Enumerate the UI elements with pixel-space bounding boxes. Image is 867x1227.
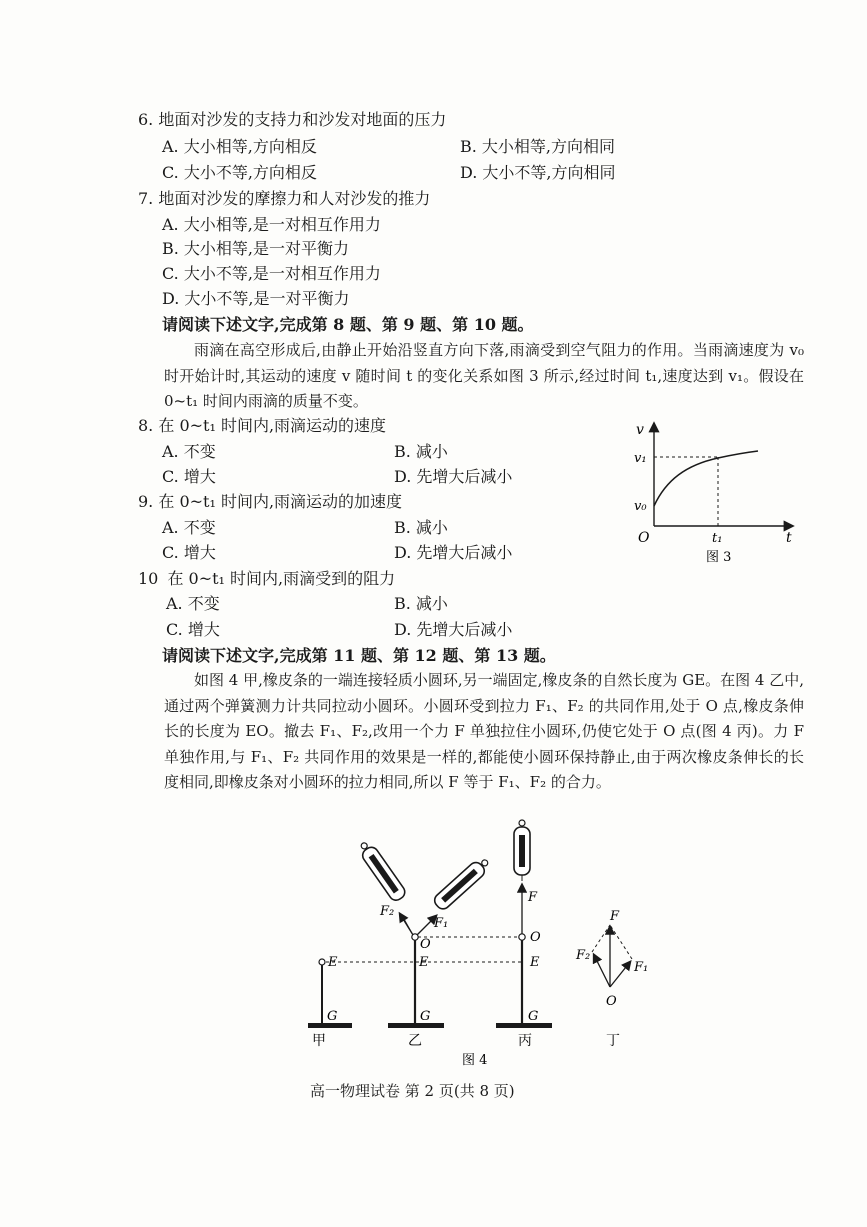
fig3-origin: O [638, 530, 650, 546]
q7-number: 7. [138, 189, 154, 208]
q7-stem [138, 188, 430, 210]
passage-rubber-band [164, 668, 804, 796]
q10-option-d: D. 先增大后减小 [394, 620, 513, 639]
fig4-bing-scale [514, 820, 530, 881]
reading-intro-2: 请阅读下述文字,完成第 11 题、第 12 题、第 13 题。 [162, 646, 556, 665]
fig3-y-label: v [636, 422, 644, 438]
q9-option-c: C. 增大 [162, 543, 216, 562]
passage-rubber-band-text: 如图 4 甲,橡皮条的一端连接轻质小圆环,另一端固定,橡皮条的自然长度为 GE。在图 4 乙中,通过两个弹簧测力计共同拉动小圆环。小圆环受到拉力 F₁、F₂ 的共同作用,处于 O 点,橡皮条伸长的长度为 EO。撤去 F₁、F₂,改用一个力 F 单独拉住小圆环,仍使它处于 O 点(图 4 丙)。力 F 单独作用,与 F₁、F₂ 共同作用的效果是一样的,都能使小圆环保持静止,由于两次橡皮条伸长的长度相同,即橡皮条对小圆环的拉力相同,所以 F 等于 F₁、F₂ 的合力。 [164, 671, 804, 791]
fig4-bing-o: O [530, 930, 541, 945]
fig4-bing-e: E [530, 955, 540, 970]
q6-option-d: D. 大小不等,方向相同 [460, 163, 616, 182]
fig4-yi-label: 乙 [408, 1033, 422, 1049]
fig4-bing-ring [519, 934, 525, 940]
fig4-yi-g: G [420, 1009, 431, 1024]
fig3-v0-label: v₀ [634, 499, 647, 514]
fig4-panel-bing [496, 820, 552, 1049]
fig3-v1-label: v₁ [634, 451, 647, 466]
fig4-yi-base [388, 1023, 444, 1028]
q7-stem-text: 地面对沙发的摩擦力和人对沙发的推力 [158, 189, 431, 208]
q9-option-d: D. 先增大后减小 [394, 543, 513, 562]
fig4-jia-ring [319, 959, 325, 965]
q6-option-c: C. 大小不等,方向相反 [162, 163, 317, 182]
fig4-panel-yi [356, 839, 492, 1049]
passage-raindrop-text: 雨滴在高空形成后,由静止开始沿竖直方向下落,雨滴受到空气阻力的作用。当雨滴速度为 v₀ 时开始计时,其运动的速度 v 随时间 t 的变化关系如图 3 所示,经过时间 t₁,速度达到 v₁。假设在 0~t₁ 时间内雨滴的质量不变。 [164, 341, 804, 410]
figure-3-vt-graph [626, 418, 806, 568]
q10-number: 10 [138, 569, 159, 588]
q10-option-c: C. 增大 [166, 620, 220, 639]
fig4-ding-f2-label: F₂ [576, 948, 591, 963]
q8-number: 8. [138, 416, 154, 435]
fig4-bing-g: G [528, 1009, 539, 1024]
q8-stem-text: 在 0~t₁ 时间内,雨滴运动的速度 [158, 416, 387, 435]
q7-option-b: B. 大小相等,是一对平衡力 [162, 239, 350, 258]
fig4-caption: 图 4 [462, 1053, 488, 1068]
q9-number: 9. [138, 492, 154, 511]
fig4-yi-scale-right [432, 855, 492, 912]
fig4-jia-g: G [327, 1009, 338, 1024]
fig4-panel-jia [308, 955, 352, 1049]
passage-raindrop [164, 338, 804, 415]
q6-number: 6. [138, 110, 154, 129]
q8-option-a: A. 不变 [162, 442, 216, 461]
fig3-t1-label: t₁ [712, 531, 723, 546]
fig4-ding-label: 丁 [606, 1033, 620, 1049]
fig4-f2-arrow [400, 914, 413, 935]
q9-stem [138, 491, 402, 513]
figure-4-force-experiment [300, 815, 680, 1075]
fig4-bing-label: 丙 [518, 1033, 532, 1049]
q6-stem [138, 109, 446, 131]
q8-option-b: B. 减小 [394, 442, 448, 461]
fig4-yi-scale-left [356, 839, 408, 903]
fig4-ding-f1-label: F₁ [634, 960, 649, 975]
q6-stem-text: 地面对沙发的支持力和沙发对地面的压力 [158, 110, 447, 129]
q8-option-c: C. 增大 [162, 467, 216, 486]
fig4-panel-ding [575, 909, 648, 1049]
fig4-ding-f2-arrow [594, 955, 610, 987]
q7-option-d: D. 大小不等,是一对平衡力 [162, 289, 350, 308]
fig3-velocity-curve [654, 451, 758, 506]
fig4-jia-e: E [328, 955, 338, 970]
fig3-caption: 图 3 [706, 550, 732, 565]
q9-option-b: B. 减小 [394, 518, 448, 537]
fig4-ding-dash-1 [610, 925, 632, 959]
q7-option-c: C. 大小不等,是一对相互作用力 [162, 264, 381, 283]
fig3-x-label: t [786, 530, 792, 546]
fig4-yi-e: E [419, 955, 429, 970]
q8-option-d: D. 先增大后减小 [394, 467, 513, 486]
fig4-yi-f2-label: F₂ [380, 904, 395, 919]
fig4-ding-f-label: F [610, 909, 620, 924]
fig4-yi-f1-label: F₁ [434, 916, 449, 931]
fig4-jia-label: 甲 [312, 1033, 326, 1049]
q6-option-a: A. 大小相等,方向相反 [162, 137, 317, 156]
fig4-ding-f1-arrow [610, 962, 630, 987]
q6-option-b: B. 大小相等,方向相同 [460, 137, 616, 156]
q10-option-a: A. 不变 [166, 594, 220, 613]
page-footer: 高一物理试卷 第 2 页(共 8 页) [310, 1082, 515, 1100]
fig4-ding-dash-2 [592, 925, 610, 952]
q9-option-a: A. 不变 [162, 518, 216, 537]
fig4-bing-f-label: F [528, 890, 538, 905]
q10-stem-text: 在 0~t₁ 时间内,雨滴受到的阻力 [167, 569, 396, 588]
q8-stem [138, 415, 386, 437]
fig4-ding-o: O [606, 994, 617, 1009]
q10-option-b: B. 减小 [394, 594, 448, 613]
q7-option-a: A. 大小相等,是一对相互作用力 [162, 215, 381, 234]
q9-stem-text: 在 0~t₁ 时间内,雨滴运动的加速度 [158, 492, 403, 511]
q10-stem [138, 568, 395, 590]
fig4-bing-base [496, 1023, 552, 1028]
fig4-yi-o: O [420, 937, 431, 952]
reading-intro-1: 请阅读下述文字,完成第 8 题、第 9 题、第 10 题。 [162, 315, 534, 334]
